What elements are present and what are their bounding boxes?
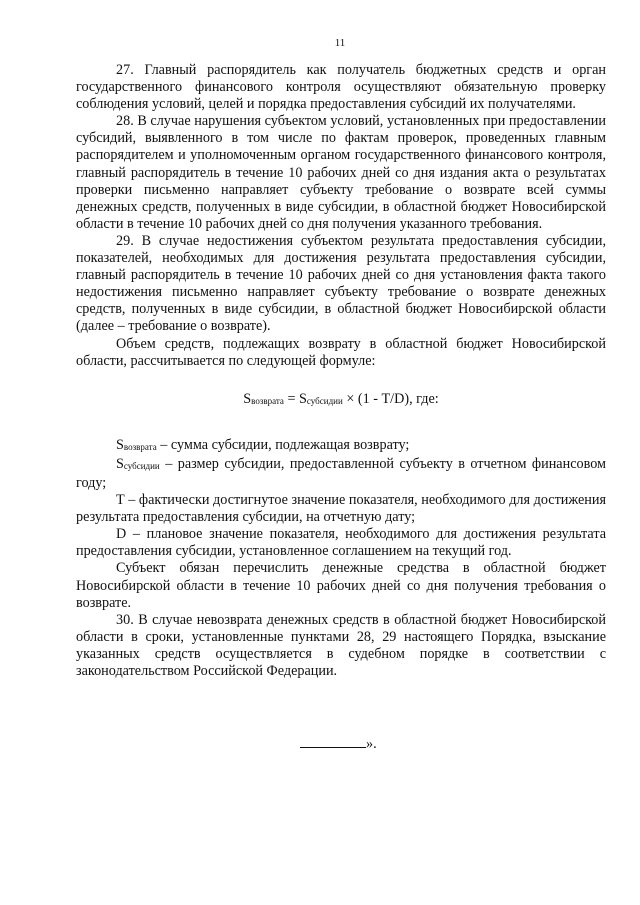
- definition-d: D – плановое значение показателя, необходимого для достижения результата предоставления субсидии, установленное соглашением на текущий год.: [76, 526, 606, 560]
- formula-lhs-subscript: возврата: [251, 395, 284, 406]
- formula-equals: =: [283, 390, 300, 407]
- paragraph-27: 27. Главный распорядитель как получатель бюджетных средств и орган государственного финансового контроля осуществляют обязательную проверку соблюдения условий, целей и порядка предоставления субсидий их получателями.: [76, 62, 606, 113]
- formula-lhs-symbol: S: [243, 390, 252, 407]
- definition-s-subsidy-text: – размер субсидии, предоставленной субъекту в отчетном финансовом году;: [76, 455, 606, 491]
- definition-s-return-symbol: S: [116, 436, 124, 453]
- paragraph-30: 30. В случае невозврата денежных средств в областной бюджет Новосибирской области в сроки, установленные пунктами 28, 29 настоящего Порядка, взыскание указанных средств осуществляется в судебном порядке в соответствии с законодательством Российской Федерации.: [76, 611, 606, 679]
- page-number: 11: [334, 37, 346, 49]
- definition-t: Т – фактически достигнутое значение показателя, необходимого для достижения результата предоставления субсидии, на отчетную дату;: [76, 492, 606, 526]
- definition-s-return: [76, 437, 606, 456]
- paragraph-29: 29. В случае недостижения субъектом результата предоставления субсидии, показателей, необходимых для достижения результата предоставления субсидии, главный распорядитель в течение 10 рабочих дней со дня установления факта такого недостижения письменно направляет субъекту требование о возврате денежных средств, полученных в виде субсидии, в областной бюджет Новосибирской области (далее – требование о возврате).: [76, 232, 606, 335]
- formula-rhs-symbol: S: [299, 390, 307, 407]
- return-formula: [76, 391, 606, 410]
- end-mark: [300, 735, 377, 753]
- volume-intro-paragraph: Объем средств, подлежащих возврату в областной бюджет Новосибирской области, рассчитывается по следующей формуле:: [76, 335, 606, 369]
- paragraph-28: 28. В случае нарушения субъектом условий, установленных при предоставлении субсидий, выявленного в том числе по фактам проверок, проведенных главным распорядителем и уполномоченным органом государственного финансового контроля, главный распорядитель в течение 10 рабочих дней со дня издания акта о результатах проверки письменно направляет субъекту требование о возврате всей суммы денежных средств, полученных в виде субсидии, в областной бюджет Новосибирской области в течение 10 рабочих дней со дня получения указанного требования.: [76, 113, 606, 232]
- end-underline: [300, 735, 366, 748]
- definition-s-subsidy: [76, 456, 606, 492]
- end-quote: ».: [366, 736, 377, 752]
- definition-s-subsidy-subscript: субсидии: [123, 460, 160, 471]
- formula-rhs-tail: × (1 - T/D), где:: [342, 390, 439, 407]
- definition-s-return-subscript: возврата: [123, 441, 157, 452]
- definition-s-return-text: – сумма субсидии, подлежащая возврату;: [156, 436, 410, 453]
- formula-rhs-subscript: субсидии: [306, 395, 343, 406]
- document-body: [76, 62, 606, 680]
- obligation-paragraph: Субъект обязан перечислить денежные средства в областной бюджет Новосибирской области в течение 10 рабочих дней со дня получения требования о возврате.: [76, 560, 606, 611]
- definition-s-subsidy-symbol: S: [116, 455, 124, 472]
